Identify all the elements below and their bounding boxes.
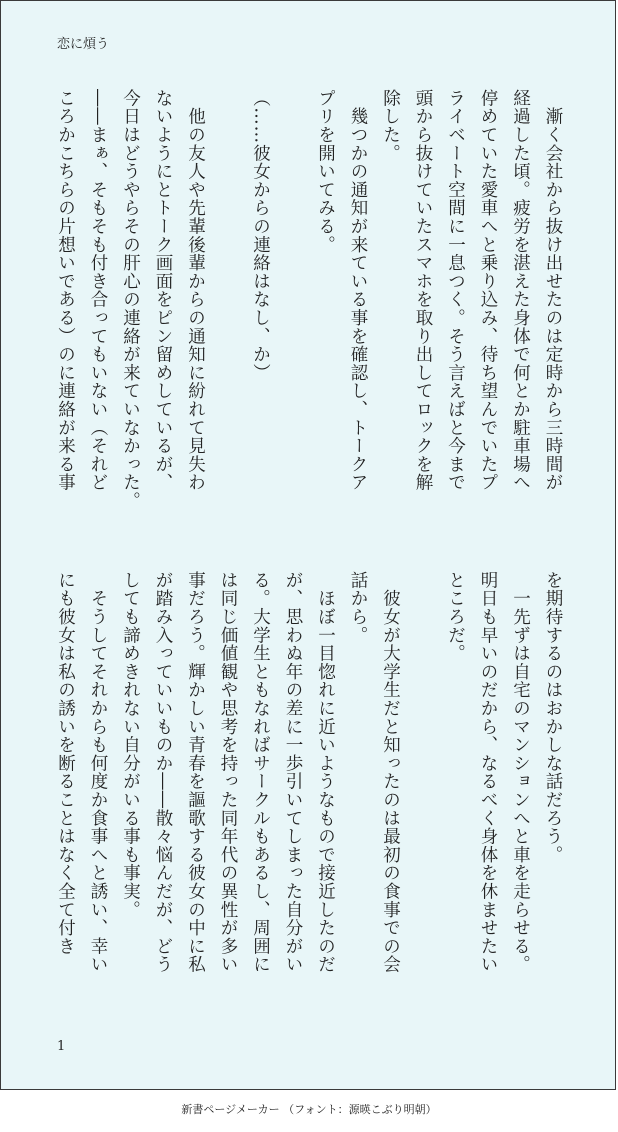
text-column: ところだ。 [445, 571, 466, 663]
text-column: ないようにとトーク画面をピン留めしているが、 [153, 89, 173, 492]
page-number: 1 [57, 1039, 66, 1054]
text-column: プリを開いてみる。 [315, 89, 336, 254]
footer-caption: 新書ページメーカー （フォント：源暎こぶり明朝） [181, 1103, 437, 1116]
text-column: 停めていた愛車へと乗り込み、待ち望んでいたプ [478, 89, 498, 492]
text-column: 他の友人や先輩後輩からの通知に紛れて見失わ [185, 89, 206, 492]
text-column: 一先ずは自宅のマンションへと車を走らせる。 [510, 571, 531, 974]
text-column: ――まぁ、そもそも付き合ってもいない（それど [88, 89, 108, 492]
text-column: 頭から抜けていたスマホを取り出してロックを解 [413, 89, 433, 492]
text-column: 明日も早いのだから、なるべく身体を休ませたい [478, 571, 498, 974]
text-column: しても諦めきれない自分がいる事も事実。 [120, 571, 141, 919]
text-column: が踏み入っていいものか――散々悩んだが、どう [153, 571, 173, 974]
text-column: 漸く会社から抜け出せたのは定時から三時間が [543, 89, 563, 492]
text-column: ほぼ一目惚れに近いようなもので接近したのだ [315, 571, 336, 974]
text-column [277, 89, 310, 521]
text-column: 話から。 [348, 571, 368, 645]
text-column: 事だろう。輝かしい青春を謳歌する彼女の中に私 [185, 571, 206, 974]
text-column [212, 89, 245, 521]
text-column: ライベート空間に一息つく。そう言えばと今まで [445, 89, 466, 492]
text-column: 幾つかの通知が来ている事を確認し、トークア [348, 89, 368, 492]
text-column: 今日はどうやらその肝心の連絡が来ていなかった。 [120, 89, 141, 510]
text-column: そうしてそれからも何度か食事へと誘い、幸い [88, 571, 108, 974]
text-column: 除した。 [380, 89, 401, 163]
text-column: （……彼女からの連絡はなし、か） [250, 89, 271, 382]
text-column [407, 571, 440, 1003]
text-column: 経過した頃。疲労を湛えた身体で何とか駐車場へ [510, 89, 531, 492]
text-column: ころかこちらの片想いである）のに連絡が来る事 [55, 89, 76, 492]
text-column: が、思わぬ年の差に一歩引いてしまった自分がい [283, 571, 303, 974]
text-column: る。大学生ともなればサークルもあるし、周囲に [250, 571, 271, 974]
body-text-upper [49, 89, 569, 521]
chapter-title: 恋に煩う [57, 37, 110, 52]
text-column: を期待するのはおかしな話だろう。 [543, 571, 563, 864]
text-column: は同じ価値観や思考を持った同年代の異性が多い [218, 571, 238, 974]
text-column: にも彼女は私の誘いを断ることはなく全て付き [55, 571, 76, 956]
text-column: 彼女が大学生だと知ったのは最初の食事での会 [380, 571, 401, 974]
body-text-lower [49, 571, 569, 1003]
